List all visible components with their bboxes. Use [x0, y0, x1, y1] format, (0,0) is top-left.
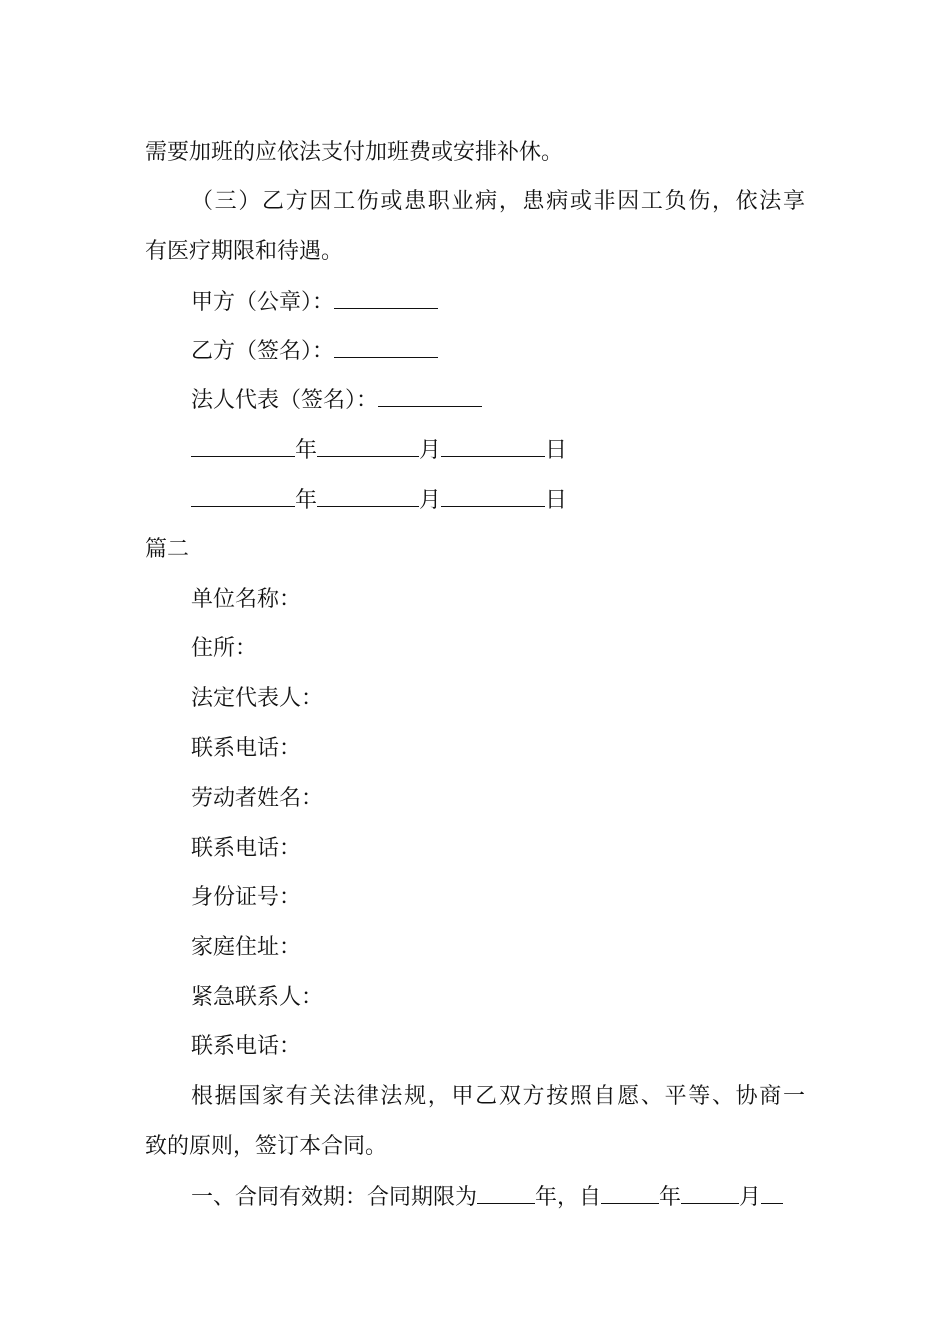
party-a-blank [334, 286, 438, 309]
start-day-blank [761, 1181, 783, 1204]
party-a-label: 甲方（公章）： [191, 290, 335, 315]
start-year-blank [601, 1181, 659, 1204]
field-contact-phone: 联系电话： [191, 836, 302, 861]
start-month-blank [681, 1181, 739, 1204]
day-label: 日 [545, 438, 568, 463]
legal-rep-signature-line [191, 384, 482, 416]
day-blank [441, 434, 545, 457]
clause-1-text: 一、合同有效期：合同期限为 [191, 1185, 478, 1210]
body-text-line: 有医疗期限和待遇。 [145, 239, 344, 264]
body-paragraph-line: 致的原则，签订本合同。 [145, 1134, 388, 1159]
year-label: 年 [295, 488, 318, 513]
field-id-number: 身份证号： [191, 885, 302, 910]
legal-rep-label: 法人代表（签名）： [191, 388, 379, 413]
month-label: 月 [419, 488, 442, 513]
clause-1-text: 月 [739, 1185, 762, 1210]
body-paragraph-line: 根据国家有关法律法规，甲乙双方按照自愿、平等、协商一 [191, 1084, 805, 1109]
party-b-signature-line [191, 335, 438, 367]
clause-1-text: 年 [659, 1185, 682, 1210]
field-address: 住所： [191, 636, 258, 661]
party-a-signature-line [191, 286, 438, 318]
legal-rep-blank [378, 384, 482, 407]
field-unit-name: 单位名称： [191, 587, 302, 612]
month-blank [317, 484, 419, 507]
body-text-line: 需要加班的应依法支付加班费或安排补休。 [145, 140, 564, 165]
date-line [191, 484, 567, 516]
date-line [191, 434, 567, 466]
field-contact-phone: 联系电话： [191, 1034, 302, 1059]
section-title: 篇二 [145, 537, 190, 562]
field-emergency-contact: 紧急联系人： [191, 985, 324, 1010]
day-label: 日 [545, 488, 568, 513]
month-blank [317, 434, 419, 457]
party-b-blank [334, 335, 438, 358]
year-blank [191, 484, 295, 507]
clause-3-text: （三）乙方因工伤或患职业病，患病或非因工负伤，依法享 [191, 189, 805, 214]
term-years-blank [477, 1181, 535, 1204]
clause-1-line [191, 1181, 783, 1213]
year-blank [191, 434, 295, 457]
field-worker-name: 劳动者姓名： [191, 786, 324, 811]
field-home-address: 家庭住址： [191, 935, 302, 960]
party-b-label: 乙方（签名）： [191, 339, 335, 364]
year-label: 年 [295, 438, 318, 463]
field-contact-phone: 联系电话： [191, 736, 302, 761]
clause-1-text: 年，自 [535, 1185, 602, 1210]
day-blank [441, 484, 545, 507]
month-label: 月 [419, 438, 442, 463]
field-legal-representative: 法定代表人： [191, 686, 324, 711]
